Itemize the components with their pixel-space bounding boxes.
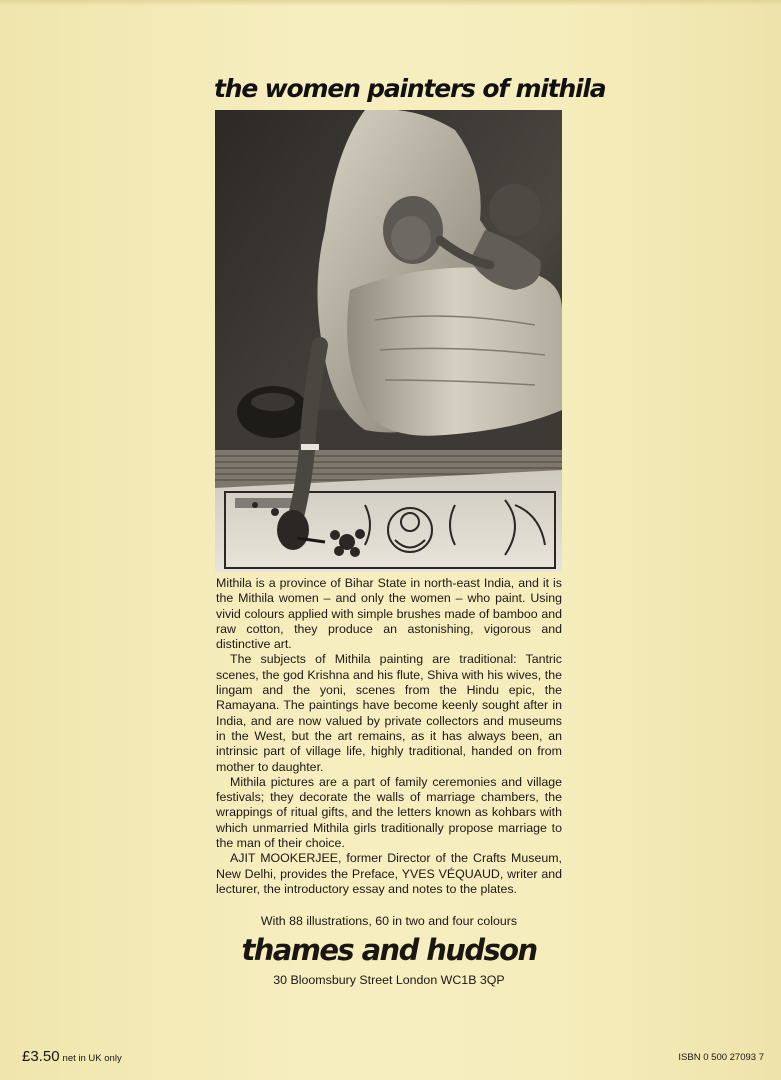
publisher-address: 30 Bloomsbury Street London WC1B 3QP (273, 973, 505, 987)
price-label (22, 1048, 122, 1065)
price-note: net in UK only (62, 1053, 122, 1064)
paragraph-intro: Mithila is a province of Bihar State in north-east India, and it is the Mithila women – and only the women – who paint. Using vivid colours applied with simple brushes made of bamboo and raw cotton, they produce an astonishing, vigorous and distinctive art. (216, 576, 562, 652)
description-text (216, 576, 562, 897)
book-title: the women painters of mithila (214, 74, 606, 103)
publisher-logo: thames and hudson (241, 933, 537, 967)
paragraph-ceremonies: Mithila pictures are a part of family ceremonies and village festivals; they decorate the walls of marriage chambers, the wrappings of ritual gifts, and the letters known as kohbars with which unmarried Mithila girls traditionally propose marriage to the man of their choice. (216, 774, 562, 851)
cover-photograph (215, 110, 562, 572)
price-value: £3.50 (22, 1048, 60, 1065)
paragraph-contributors: AJIT MOOKERJEE, former Director of the Crafts Museum, New Delhi, provides the Preface, YVES VÉQUAUD, writer and lecturer, the introductory essay and notes to the plates. (216, 851, 562, 896)
isbn-number: ISBN 0 500 27093 7 (678, 1052, 764, 1063)
paragraph-subjects: The subjects of Mithila painting are traditional: Tantric scenes, the god Krishna and his flute, Shiva with his wives, the lingam and the yoni, scenes from the Hindu epic, the Ramayana. The paintings have become keenly sought after in India, and are now valued by private collectors and museums in the West, but the art remains, as it has always been, an intrinsic part of village life, highly traditional, handed on from mother to daughter. (216, 652, 562, 774)
photo-illustration (215, 110, 562, 572)
cover-edge (0, 0, 781, 6)
illustrations-note: With 88 illustrations, 60 in two and four colours (260, 914, 518, 928)
